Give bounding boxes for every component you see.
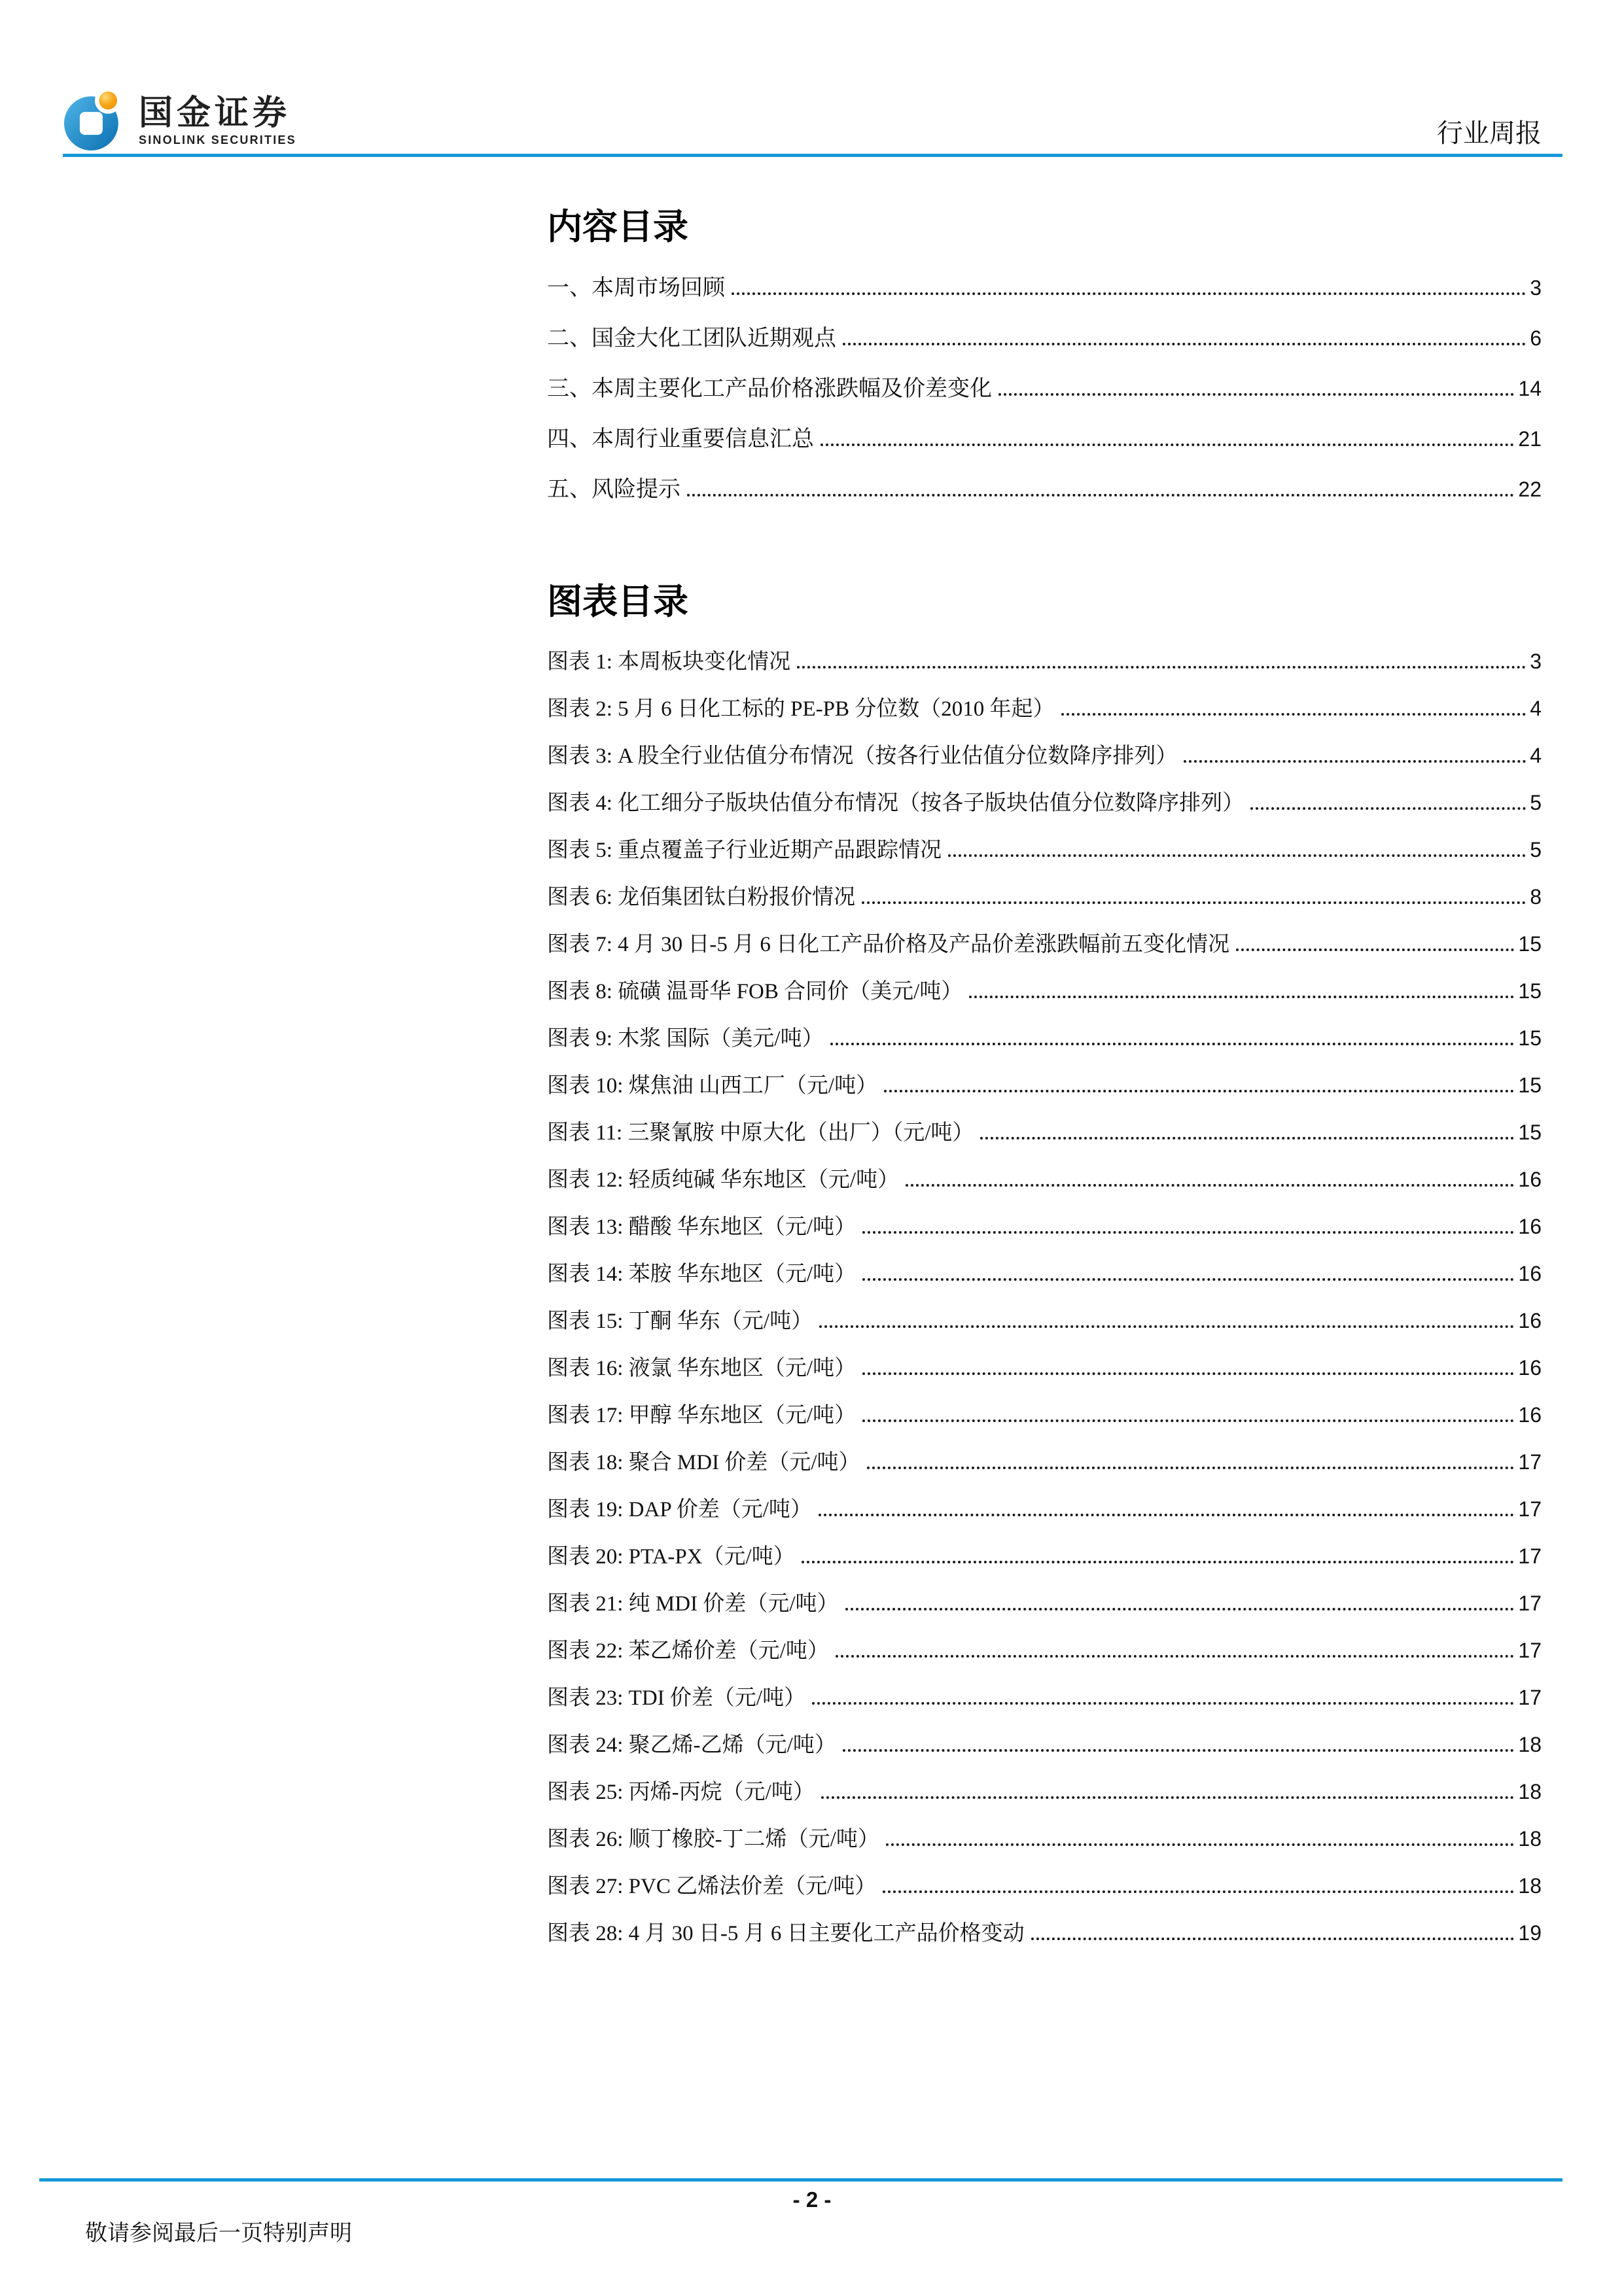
figure-toc-entry[interactable] bbox=[547, 1869, 1542, 1916]
figure-toc-entry-page: 16 bbox=[1518, 1215, 1542, 1238]
figure-toc-entry-label: 图表 16: 液氯 华东地区（元/吨） bbox=[547, 1357, 856, 1380]
figure-toc-entry[interactable] bbox=[547, 644, 1542, 691]
dot-leader bbox=[1061, 713, 1527, 716]
figure-toc-entry-page: 16 bbox=[1518, 1262, 1542, 1285]
toc-entry-label: 一、本周市场回顾 bbox=[547, 276, 725, 300]
figure-toc-entry[interactable] bbox=[547, 1304, 1542, 1351]
figure-toc-entry-label: 图表 24: 聚乙烯-乙烯（元/吨） bbox=[547, 1733, 836, 1757]
toc-entry-page: 6 bbox=[1530, 326, 1542, 350]
figure-toc-entry-label: 图表 4: 化工细分子版块估值分布情况（按各子版块估值分位数降序排列） bbox=[547, 791, 1244, 815]
figure-toc-entry[interactable] bbox=[547, 1728, 1542, 1775]
toc-entry-label: 四、本周行业重要信息汇总 bbox=[547, 427, 814, 451]
figure-toc-entry[interactable] bbox=[547, 1539, 1542, 1586]
sinolink-logo-icon bbox=[64, 90, 124, 150]
dot-leader bbox=[998, 393, 1514, 396]
dot-leader bbox=[819, 1514, 1515, 1516]
dot-leader bbox=[1250, 807, 1526, 810]
toc-entry[interactable] bbox=[547, 370, 1542, 421]
figure-toc-entry[interactable] bbox=[547, 974, 1542, 1021]
dot-leader bbox=[732, 292, 1526, 295]
figure-toc-entry-label: 图表 1: 本周板块变化情况 bbox=[547, 650, 791, 674]
figure-toc-entry[interactable] bbox=[547, 927, 1542, 974]
figure-toc-entry-label: 图表 23: TDI 价差（元/吨） bbox=[547, 1686, 806, 1710]
figure-toc-entry[interactable] bbox=[547, 1115, 1542, 1162]
figure-toc-entry-page: 17 bbox=[1518, 1639, 1542, 1662]
toc-entry-label: 二、国金大化工团队近期观点 bbox=[547, 326, 836, 351]
figure-toc-entry-label: 图表 27: PVC 乙烯法价差（元/吨） bbox=[547, 1875, 877, 1898]
figure-toc-entry[interactable] bbox=[547, 880, 1542, 927]
figure-toc-entry-page: 17 bbox=[1518, 1497, 1542, 1521]
dot-leader bbox=[802, 1561, 1515, 1563]
toc-entry-label: 五、风险提示 bbox=[547, 478, 680, 502]
figure-toc-entry-page: 16 bbox=[1518, 1309, 1542, 1332]
figure-toc-entry-page: 4 bbox=[1530, 697, 1542, 720]
figure-toc-entry-page: 15 bbox=[1518, 932, 1542, 956]
figure-toc-entry-page: 15 bbox=[1518, 1121, 1542, 1144]
dot-leader bbox=[948, 854, 1526, 857]
figure-toc-entry-label: 图表 28: 4 月 30 日-5 月 6 日主要化工产品价格变动 bbox=[547, 1922, 1025, 1945]
footer-divider bbox=[39, 2178, 1562, 2182]
figure-toc-entry-label: 图表 9: 木浆 国际（美元/吨） bbox=[547, 1027, 824, 1051]
report-type-label: 行业周报 bbox=[1437, 118, 1542, 148]
figure-toc-entry-page: 15 bbox=[1518, 1073, 1542, 1097]
dot-leader bbox=[884, 1090, 1514, 1092]
toc-entry-page: 22 bbox=[1518, 478, 1542, 501]
figure-toc-entry-label: 图表 3: A 股全行业估值分布情况（按各行业估值分位数降序排列） bbox=[547, 744, 1178, 768]
logo-english-name: SINOLINK SECURITIES bbox=[139, 133, 296, 147]
figure-toc-entry-label: 图表 19: DAP 价差（元/吨） bbox=[547, 1498, 812, 1522]
figure-toc-list bbox=[547, 644, 1542, 1963]
dot-leader bbox=[862, 901, 1526, 904]
figure-toc-entry-label: 图表 26: 顺丁橡胶-丁二烯（元/吨） bbox=[547, 1828, 879, 1851]
figure-toc-entry-page: 3 bbox=[1530, 650, 1542, 673]
page-number: - 2 - bbox=[792, 2187, 832, 2212]
dot-leader bbox=[687, 494, 1514, 496]
dot-leader bbox=[883, 1890, 1514, 1893]
content-toc-title: 内容目录 bbox=[547, 207, 688, 247]
figure-toc-entry[interactable] bbox=[547, 1680, 1542, 1728]
figure-toc-entry[interactable] bbox=[547, 786, 1542, 833]
header-divider bbox=[63, 154, 1562, 157]
figure-toc-entry-label: 图表 25: 丙烯-丙烷（元/吨） bbox=[547, 1781, 815, 1804]
dot-leader bbox=[1184, 760, 1526, 763]
figure-toc-entry-page: 16 bbox=[1518, 1356, 1542, 1380]
figure-toc-entry[interactable] bbox=[547, 691, 1542, 739]
figure-toc-entry[interactable] bbox=[547, 1398, 1542, 1445]
dot-leader bbox=[821, 1796, 1515, 1799]
figure-toc-entry-label: 图表 2: 5 月 6 日化工标的 PE-PB 分位数（2010 年起） bbox=[547, 697, 1055, 721]
dot-leader bbox=[886, 1843, 1515, 1846]
figure-toc-entry-label: 图表 15: 丁酮 华东（元/吨） bbox=[547, 1310, 813, 1333]
figure-toc-entry-page: 5 bbox=[1530, 838, 1542, 861]
figure-toc-entry-label: 图表 5: 重点覆盖子行业近期产品跟踪情况 bbox=[547, 839, 942, 862]
figure-toc-entry[interactable] bbox=[547, 1257, 1542, 1304]
figure-toc-entry[interactable] bbox=[547, 1822, 1542, 1869]
toc-entry[interactable] bbox=[547, 421, 1542, 471]
figure-toc-entry-page: 15 bbox=[1518, 1026, 1542, 1050]
figure-toc-entry-page: 5 bbox=[1530, 791, 1542, 814]
figure-toc-entry[interactable] bbox=[547, 1162, 1542, 1209]
toc-entry[interactable] bbox=[547, 320, 1542, 370]
figure-toc-entry-page: 18 bbox=[1518, 1733, 1542, 1756]
figure-toc-entry[interactable] bbox=[547, 1445, 1542, 1492]
figure-toc-entry[interactable] bbox=[547, 1775, 1542, 1822]
figure-toc-entry-label: 图表 12: 轻质纯碱 华东地区（元/吨） bbox=[547, 1168, 900, 1192]
figure-toc-entry[interactable] bbox=[547, 739, 1542, 786]
toc-entry-label: 三、本周主要化工产品价格涨跌幅及价差变化 bbox=[547, 377, 992, 401]
figure-toc-entry-label: 图表 8: 硫磺 温哥华 FOB 合同价（美元/吨） bbox=[547, 980, 963, 1003]
toc-entry[interactable] bbox=[547, 270, 1542, 320]
dot-leader bbox=[845, 1608, 1515, 1610]
toc-entry-page: 3 bbox=[1530, 276, 1542, 300]
figure-toc-entry[interactable] bbox=[547, 1586, 1542, 1633]
dot-leader bbox=[862, 1419, 1514, 1422]
figure-toc-entry-page: 4 bbox=[1530, 744, 1542, 767]
figure-toc-entry-label: 图表 7: 4 月 30 日-5 月 6 日化工产品价格及产品价差涨跌幅前五变化情况 bbox=[547, 933, 1230, 956]
figure-toc-entry-page: 17 bbox=[1518, 1686, 1542, 1709]
dot-leader bbox=[1031, 1938, 1515, 1940]
dot-leader bbox=[843, 1749, 1515, 1752]
dot-leader bbox=[843, 343, 1526, 345]
figure-toc-entry-label: 图表 13: 醋酸 华东地区（元/吨） bbox=[547, 1215, 856, 1239]
dot-leader bbox=[862, 1231, 1514, 1234]
figure-toc-entry-page: 18 bbox=[1518, 1827, 1542, 1851]
dot-leader bbox=[821, 444, 1514, 446]
dot-leader bbox=[812, 1702, 1514, 1705]
toc-entry-page: 14 bbox=[1518, 377, 1542, 400]
figure-toc-entry-page: 15 bbox=[1518, 979, 1542, 1003]
dot-leader bbox=[862, 1278, 1514, 1281]
dot-leader bbox=[1236, 948, 1514, 951]
figure-toc-entry[interactable] bbox=[547, 833, 1542, 880]
figure-toc-entry[interactable] bbox=[547, 1209, 1542, 1257]
figure-toc-entry-label: 图表 11: 三聚氰胺 中原大化（出厂）（元/吨） bbox=[547, 1121, 974, 1145]
dot-leader bbox=[906, 1184, 1514, 1187]
figure-toc-entry-page: 18 bbox=[1518, 1780, 1542, 1803]
dot-leader bbox=[862, 1372, 1514, 1375]
company-logo bbox=[64, 90, 296, 150]
figure-toc-entry-page: 19 bbox=[1518, 1921, 1542, 1945]
figure-toc-entry[interactable] bbox=[547, 1492, 1542, 1539]
figure-toc-entry[interactable] bbox=[547, 1021, 1542, 1068]
figure-toc-entry-label: 图表 21: 纯 MDI 价差（元/吨） bbox=[547, 1592, 839, 1616]
figure-toc-entry[interactable] bbox=[547, 1068, 1542, 1115]
figure-toc-entry[interactable] bbox=[547, 1351, 1542, 1398]
content-toc-list bbox=[547, 270, 1542, 521]
dot-leader bbox=[819, 1325, 1514, 1328]
dot-leader bbox=[969, 996, 1514, 998]
figure-toc-entry-page: 16 bbox=[1518, 1168, 1542, 1191]
figure-toc-entry-label: 图表 20: PTA-PX（元/吨） bbox=[547, 1545, 795, 1569]
toc-entry-page: 21 bbox=[1518, 427, 1542, 451]
figure-toc-entry-label: 图表 22: 苯乙烯价差（元/吨） bbox=[547, 1639, 829, 1663]
figure-toc-entry-label: 图表 18: 聚合 MDI 价差（元/吨） bbox=[547, 1451, 860, 1474]
dot-leader bbox=[980, 1137, 1514, 1139]
figure-toc-entry[interactable] bbox=[547, 1916, 1542, 1963]
figure-toc-entry-page: 16 bbox=[1518, 1403, 1542, 1427]
figure-toc-entry-page: 8 bbox=[1530, 885, 1542, 909]
figure-toc-entry[interactable] bbox=[547, 1633, 1542, 1680]
figure-toc-title: 图表目录 bbox=[547, 582, 688, 621]
figure-toc-entry-label: 图表 10: 煤焦油 山西工厂（元/吨） bbox=[547, 1074, 878, 1098]
logo-chinese-name: 国金证券 bbox=[139, 94, 291, 132]
figure-toc-entry-page: 17 bbox=[1518, 1592, 1542, 1615]
footer-disclaimer: 敬请参阅最后一页特别声明 bbox=[85, 2221, 352, 2246]
figure-toc-entry-label: 图表 14: 苯胺 华东地区（元/吨） bbox=[547, 1262, 856, 1286]
figure-toc-entry-label: 图表 17: 甲醇 华东地区（元/吨） bbox=[547, 1404, 856, 1427]
figure-toc-entry-label: 图表 6: 龙佰集团钛白粉报价情况 bbox=[547, 886, 856, 909]
dot-leader bbox=[836, 1655, 1515, 1658]
figure-toc-entry-page: 18 bbox=[1518, 1874, 1542, 1898]
figure-toc-entry-page: 17 bbox=[1518, 1450, 1542, 1474]
dot-leader bbox=[830, 1043, 1515, 1045]
dot-leader bbox=[797, 666, 1526, 669]
toc-entry[interactable] bbox=[547, 471, 1542, 521]
table-of-contents bbox=[547, 207, 1542, 1963]
figure-toc-entry-page: 17 bbox=[1518, 1544, 1542, 1568]
dot-leader bbox=[867, 1467, 1515, 1469]
